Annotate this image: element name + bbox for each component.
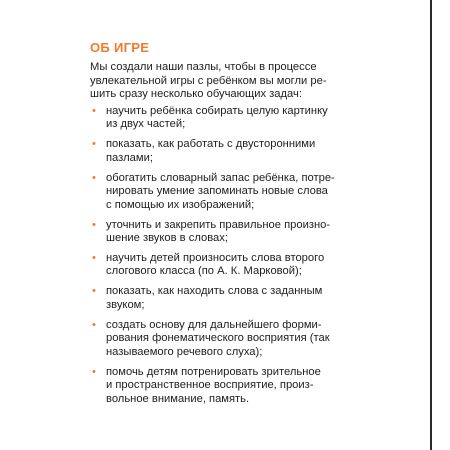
list-item-text: показать, как находить слова с заданным звуком; xyxy=(106,285,323,311)
content xyxy=(90,40,360,413)
intro-paragraph: Мы создали наши пазлы, чтобы в процессе увлекательной игры с ребёнком вы могли ре- шить сразу несколько обучающих задач: xyxy=(90,61,327,101)
bullet-icon: • xyxy=(92,285,96,298)
list-item xyxy=(90,285,360,312)
bullet-icon: • xyxy=(92,251,96,264)
list-item-text: показать, как работать с двусторонними пазлами; xyxy=(106,138,316,164)
bullet-icon: • xyxy=(92,171,96,184)
list-item xyxy=(90,219,360,246)
list-item xyxy=(90,252,360,279)
list-item-text: создать основу для дальнейшего форми- рования фонематического восприятия (так называемого речевого слуха); xyxy=(106,318,330,358)
list-item xyxy=(90,105,360,132)
list-item xyxy=(90,319,360,360)
list-item-text: обогатить словарный запас ребёнка, потре- нировать умение запоминать новые слова с помощью их изображений; xyxy=(106,171,335,211)
list-item-text: уточнить и закрепить правильное произно- шение звуков в словах; xyxy=(106,218,331,245)
section-heading: ОБ ИГРЕ xyxy=(90,40,150,55)
bullet-icon: • xyxy=(92,318,96,331)
list-item xyxy=(90,172,360,213)
bullet-icon: • xyxy=(92,138,96,151)
task-list xyxy=(90,105,360,407)
bullet-icon: • xyxy=(92,218,96,231)
list-item-text: научить ребёнка собирать целую картинку из двух частей; xyxy=(106,104,328,131)
list-item-text: научить детей произносить слова второго слогового класса (по А. К. Марковой); xyxy=(106,251,325,278)
bullet-icon: • xyxy=(92,365,96,378)
list-item xyxy=(90,138,360,165)
list-item-text: помочь детям потренировать зрительное и пространственное восприятие, произ- вольное внимание, память. xyxy=(106,365,321,405)
page-edge-line xyxy=(430,0,432,450)
bullet-icon: • xyxy=(92,104,96,117)
list-item xyxy=(90,366,360,407)
